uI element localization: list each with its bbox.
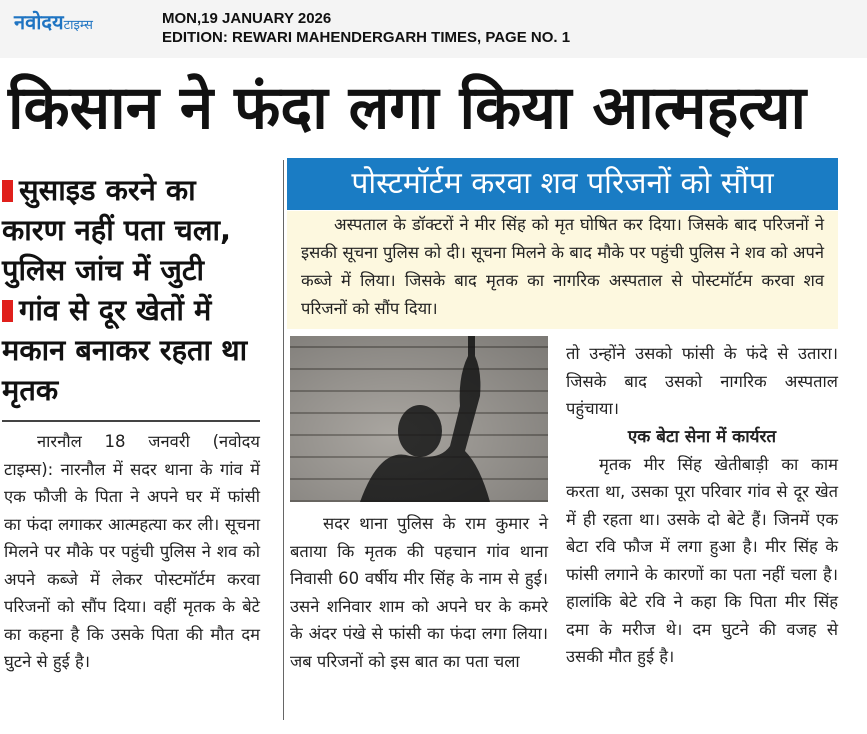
edition: EDITION: REWARI MAHENDERGARH TIMES, PAGE NO. 1 — [162, 29, 571, 46]
article-photo — [290, 336, 548, 502]
subhead-text: गांव से दूर खेतों में मकान बनाकर रहता था मृतक — [2, 293, 248, 407]
page-header — [0, 0, 867, 58]
logo-sub: टाइम्स — [63, 18, 93, 33]
right-body-1: तो उन्होंने उसको फांसी के फंदे से उतारा। जिसके बाद उसको नागरिक अस्पताल पहुंचाया। — [566, 344, 838, 418]
newspaper-logo — [14, 8, 93, 35]
logo-main: नवोदय — [14, 10, 64, 34]
edition-info — [162, 9, 570, 47]
divider — [2, 420, 260, 422]
left-body: नारनौल 18 जनवरी (नवोदय टाइम्स): नारनौल में सदर थाना के गांव में एक फौजी के पिता ने अपने घर में फांसी का फंदा लगाकर आत्महत्या कर ली। सूचना मिलने पर मौके पर पहुंची पुलिस ने शव को अपने कब्जे में लेकर पोस्टमॉर्टम करवा परिजनों को सौंप दिया। वहीं मृतक के बेटे का कहना है कि उसके पिता की मौत दम घुटने से हुई है। — [4, 432, 260, 671]
subhead-text: सुसाइड करने का कारण नहीं पता चला, पुलिस जांच में जुटी — [2, 173, 232, 287]
date: MON,19 JANUARY 2026 — [162, 10, 332, 27]
middle-body: सदर थाना पुलिस के राम कुमार ने बताया कि मृतक की पहचान गांव थाना निवासी 60 वर्षीय मीर सिंह के नाम से हुई। उसने शनिवार शाम को अपने घर के कमरे के अंदर पंखे से फांसी का फंदा लगा लिया। जब परिजनों को इस बात का पता चला — [290, 514, 548, 671]
right-body-2: मृतक मीर सिंह खेतीबाड़ी का काम करता था, उसका पूरा परिवार गांव से दूर खेत में ही रहता था। उसके दो बेटे हैं। जिनमें एक बेटा रवि फौज में लगा हुआ है। मीर सिंह के फांसी लगाने के कारणों का पता नहीं चला है। हालांकि बेटे रवि ने कहा कि पिता मीर सिंह दमा के मरीज थे। दम घुटने की वजह से उसकी मौत हुई है। — [566, 454, 838, 666]
subheads — [2, 170, 262, 410]
bullet-square-icon — [2, 180, 13, 202]
right-subhead: एक बेटा सेना में कार्यरत — [627, 426, 777, 447]
headline: किसान ने फंदा लगा किया आत्महत्या — [8, 73, 807, 143]
right-column — [566, 340, 838, 671]
subhead — [2, 170, 262, 290]
subhead — [2, 290, 262, 410]
column-rule — [283, 160, 284, 720]
box-body: अस्पताल के डॉक्टरों ने मीर सिंह को मृत घोषित कर दिया। जिसके बाद परिजनों ने इसकी सूचना पुलिस को दी। सूचना मिलने के बाद मौके पर पहुंची पुलिस ने शव को अपने कब्जे में लिया। जिसके बाद मृतक का नागरिक अस्पताल से पोस्टमॉर्टम करवा शव परिजनों को सौंप दिया। — [287, 211, 838, 329]
bullet-square-icon — [2, 300, 13, 322]
box-title: पोस्टमॉर्टम करवा शव परिजनों को सौंपा — [287, 158, 838, 210]
